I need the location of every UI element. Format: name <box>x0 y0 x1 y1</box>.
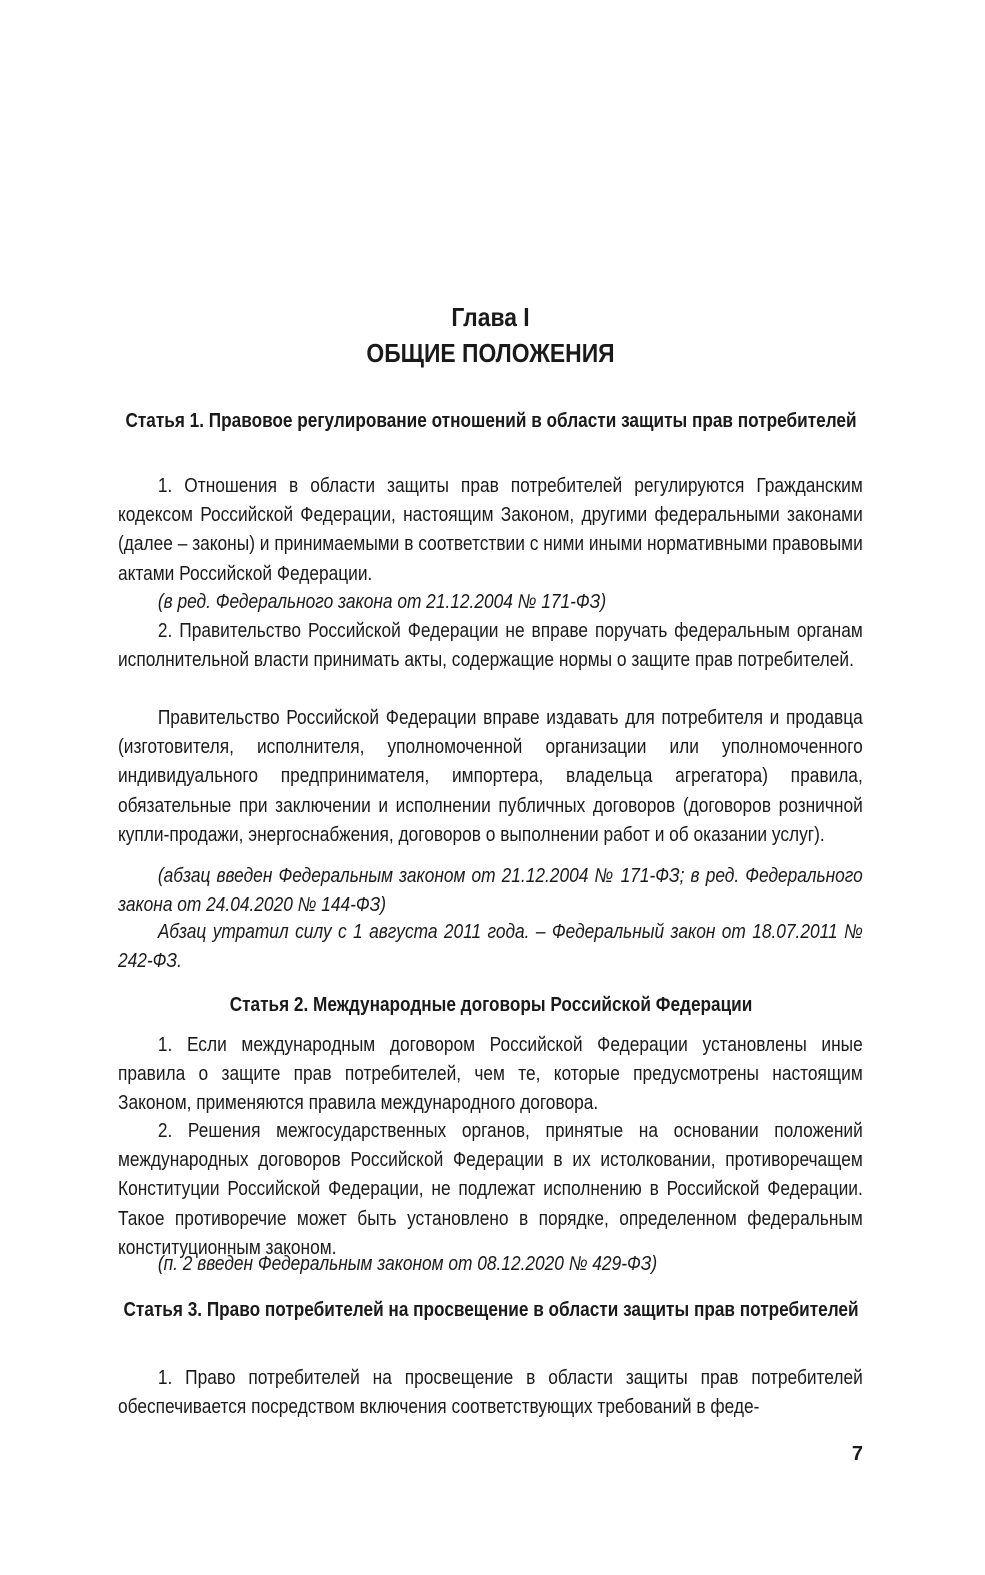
article-2-paragraph-2: 2. Решения межгосударственных органов, принятые на основании положений международных договоров Российской Федерации в их истолковании, противоречащем Конституции Российской Федерации, не подлежат исполнению в Российской Федерации. Такое противоречие может быть установлено в порядке, определенном федеральным конституционным законом. <box>118 1120 863 1259</box>
article-2-heading: Статья 2. Международные договоры Российской Федерации <box>229 994 753 1016</box>
document-page <box>118 0 863 1575</box>
article-1-paragraph-1: 1. Отношения в области защиты прав потребителей регулируются Гражданским кодексом Российской Федерации, настоящим Законом, другими федеральными законами (далее – законы) и принимаемыми в соответствии с ними иными нормативными правовыми актами Российской Федерации. <box>118 475 863 585</box>
article-2-paragraph-1: 1. Если международным договором Российской Федерации установлены иные правила о защите прав потребителей, чем те, которые предусмотрены настоящим Законом, применяются правила международного договора. <box>118 1034 863 1115</box>
article-1-heading: Статья 1. Правовое регулирование отношений в области защиты прав потребителей <box>125 410 857 432</box>
article-3-heading: Статья 3. Право потребителей на просвещение в области защиты прав потребителей <box>123 1299 859 1321</box>
article-3-paragraph-1: 1. Право потребителей на просвещение в области защиты прав потребителей обеспечивается посредством включения соответствующих требований в феде- <box>118 1367 863 1419</box>
chapter-number: Глава I <box>451 302 530 332</box>
article-1-paragraph-3: Правительство Российской Федерации вправе издавать для потребителя и продавца (изготовителя, исполнителя, уполномоченной организации или уполномоченного индивидуального предпринимателя, импортера, владельца агрегатора) правила, обязательные при заключении и исполнении публичных договоров (договоров розничной купли-продажи, энергоснабжения, договоров о выполнении работ и об оказании услуг). <box>118 707 863 846</box>
article-1-amendment-note: (в ред. Федерального закона от 21.12.2004 № 171-ФЗ) <box>157 591 607 613</box>
article-1-paragraph-2: 2. Правительство Российской Федерации не вправе поручать федеральным органам исполнительной власти принимать акты, содержащие нормы о защите прав потребителей. <box>118 620 863 672</box>
article-1-repealed-note: Абзац утратил силу с 1 августа 2011 года. – Федеральный закон от 18.07.2011 № 242-ФЗ. <box>118 921 863 973</box>
article-2-amendment-note: (п. 2 введен Федеральным законом от 08.12.2020 № 429-ФЗ) <box>157 1253 658 1275</box>
chapter-title: ОБЩИЕ ПОЛОЖЕНИЯ <box>366 338 615 368</box>
page-number: 7 <box>851 1443 863 1465</box>
article-1-amendment-note-2: (абзац введен Федеральным законом от 21.12.2004 № 171-ФЗ; в ред. Федерального закона от 24.04.2020 № 144-ФЗ) <box>118 865 863 917</box>
